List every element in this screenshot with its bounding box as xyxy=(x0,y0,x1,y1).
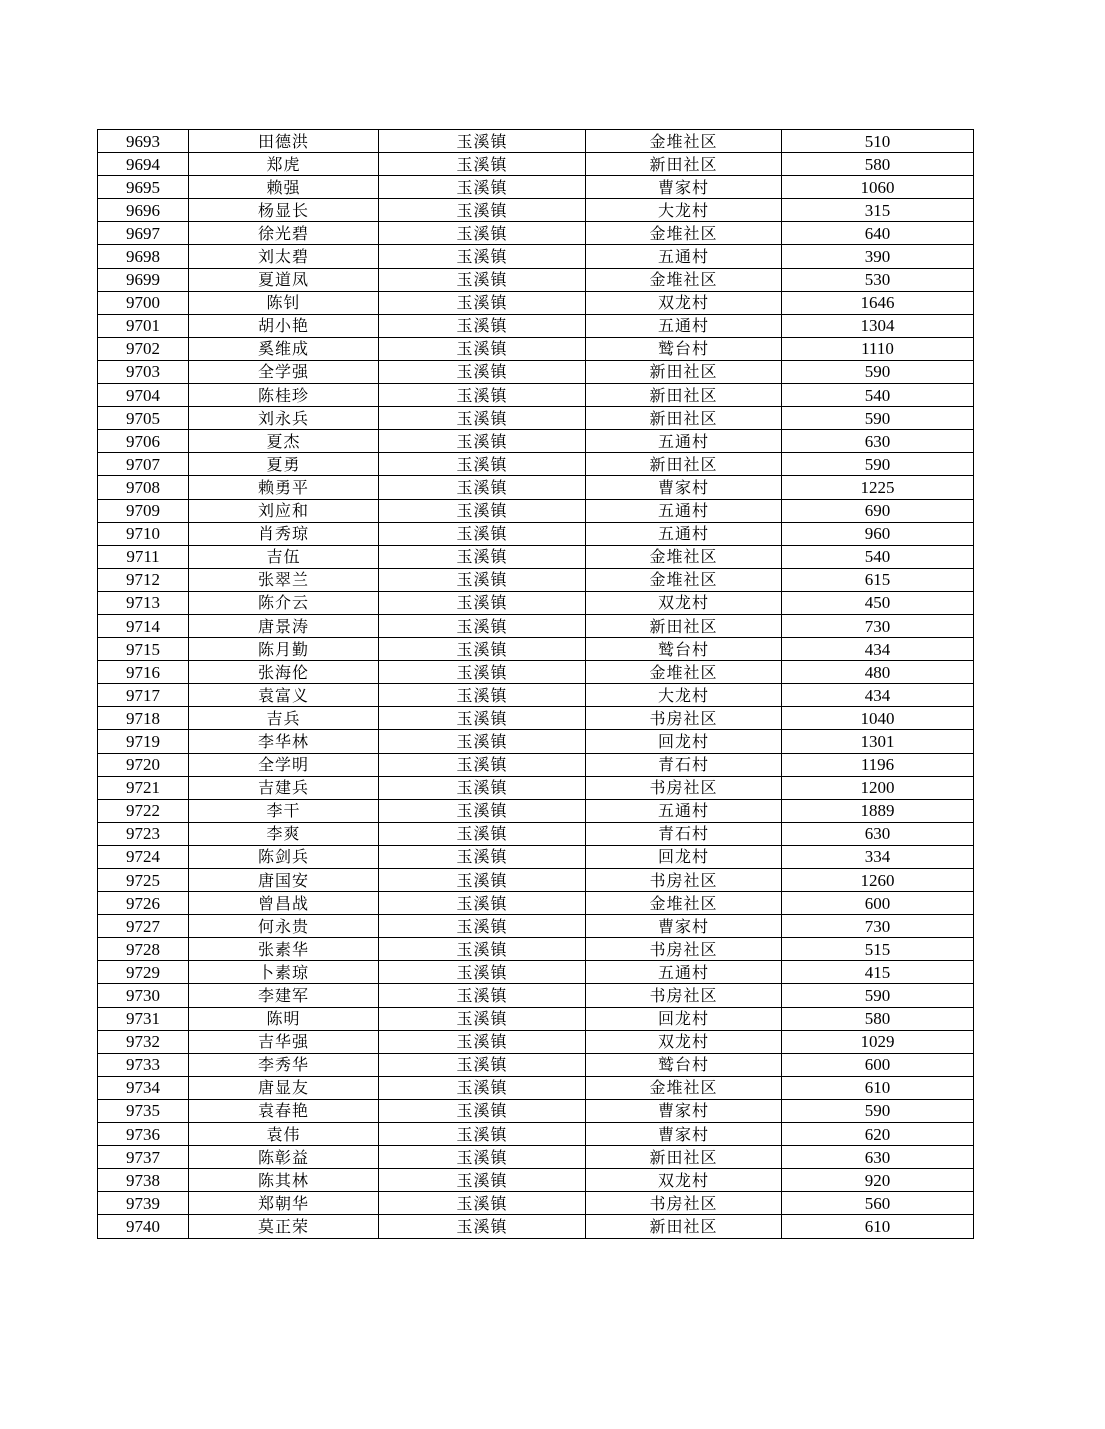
town-cell: 玉溪镇 xyxy=(379,268,586,291)
amount-cell: 1040 xyxy=(782,707,974,730)
table-row xyxy=(98,845,974,868)
village-cell: 书房社区 xyxy=(586,1192,782,1215)
table-row xyxy=(98,753,974,776)
table-row xyxy=(98,384,974,407)
serial-number-cell: 9710 xyxy=(98,522,189,545)
name-cell: 田德洪 xyxy=(189,130,379,153)
table-row xyxy=(98,522,974,545)
amount-cell: 1646 xyxy=(782,291,974,314)
roster-table-body xyxy=(98,130,974,1239)
table-row xyxy=(98,1192,974,1215)
serial-number-cell: 9707 xyxy=(98,453,189,476)
table-row xyxy=(98,730,974,753)
name-cell: 唐景涛 xyxy=(189,614,379,637)
village-cell: 金堆社区 xyxy=(586,892,782,915)
amount-cell: 1196 xyxy=(782,753,974,776)
serial-number-cell: 9719 xyxy=(98,730,189,753)
name-cell: 全学强 xyxy=(189,360,379,383)
table-row xyxy=(98,1030,974,1053)
town-cell: 玉溪镇 xyxy=(379,1053,586,1076)
serial-number-cell: 9699 xyxy=(98,268,189,291)
name-cell: 张翠兰 xyxy=(189,568,379,591)
name-cell: 奚维成 xyxy=(189,337,379,360)
town-cell: 玉溪镇 xyxy=(379,499,586,522)
amount-cell: 1110 xyxy=(782,337,974,360)
village-cell: 五通村 xyxy=(586,314,782,337)
table-row xyxy=(98,661,974,684)
serial-number-cell: 9698 xyxy=(98,245,189,268)
table-row xyxy=(98,268,974,291)
table-row xyxy=(98,291,974,314)
town-cell: 玉溪镇 xyxy=(379,545,586,568)
village-cell: 回龙村 xyxy=(586,1007,782,1030)
table-row xyxy=(98,915,974,938)
serial-number-cell: 9724 xyxy=(98,845,189,868)
town-cell: 玉溪镇 xyxy=(379,522,586,545)
serial-number-cell: 9735 xyxy=(98,1099,189,1122)
serial-number-cell: 9706 xyxy=(98,430,189,453)
name-cell: 郑虎 xyxy=(189,153,379,176)
serial-number-cell: 9703 xyxy=(98,360,189,383)
village-cell: 五通村 xyxy=(586,430,782,453)
serial-number-cell: 9700 xyxy=(98,291,189,314)
town-cell: 玉溪镇 xyxy=(379,360,586,383)
name-cell: 何永贵 xyxy=(189,915,379,938)
town-cell: 玉溪镇 xyxy=(379,245,586,268)
serial-number-cell: 9716 xyxy=(98,661,189,684)
village-cell: 新田社区 xyxy=(586,407,782,430)
name-cell: 曾昌战 xyxy=(189,892,379,915)
serial-number-cell: 9723 xyxy=(98,822,189,845)
table-row xyxy=(98,222,974,245)
table-row xyxy=(98,984,974,1007)
village-cell: 鹫台村 xyxy=(586,1053,782,1076)
village-cell: 新田社区 xyxy=(586,1146,782,1169)
serial-number-cell: 9725 xyxy=(98,869,189,892)
village-cell: 回龙村 xyxy=(586,845,782,868)
village-cell: 书房社区 xyxy=(586,938,782,961)
town-cell: 玉溪镇 xyxy=(379,568,586,591)
amount-cell: 450 xyxy=(782,591,974,614)
amount-cell: 630 xyxy=(782,1146,974,1169)
serial-number-cell: 9736 xyxy=(98,1123,189,1146)
village-cell: 青石村 xyxy=(586,822,782,845)
name-cell: 杨显长 xyxy=(189,199,379,222)
village-cell: 五通村 xyxy=(586,499,782,522)
town-cell: 玉溪镇 xyxy=(379,453,586,476)
name-cell: 夏道凤 xyxy=(189,268,379,291)
name-cell: 陈剑兵 xyxy=(189,845,379,868)
name-cell: 唐国安 xyxy=(189,869,379,892)
amount-cell: 334 xyxy=(782,845,974,868)
serial-number-cell: 9697 xyxy=(98,222,189,245)
table-row xyxy=(98,1146,974,1169)
name-cell: 赖勇平 xyxy=(189,476,379,499)
serial-number-cell: 9711 xyxy=(98,545,189,568)
amount-cell: 600 xyxy=(782,1053,974,1076)
table-row xyxy=(98,1076,974,1099)
amount-cell: 1301 xyxy=(782,730,974,753)
amount-cell: 1889 xyxy=(782,799,974,822)
serial-number-cell: 9729 xyxy=(98,961,189,984)
amount-cell: 920 xyxy=(782,1169,974,1192)
village-cell: 回龙村 xyxy=(586,730,782,753)
village-cell: 五通村 xyxy=(586,245,782,268)
table-row xyxy=(98,130,974,153)
serial-number-cell: 9737 xyxy=(98,1146,189,1169)
village-cell: 新田社区 xyxy=(586,153,782,176)
town-cell: 玉溪镇 xyxy=(379,199,586,222)
serial-number-cell: 9705 xyxy=(98,407,189,430)
town-cell: 玉溪镇 xyxy=(379,892,586,915)
table-row xyxy=(98,360,974,383)
serial-number-cell: 9717 xyxy=(98,684,189,707)
village-cell: 书房社区 xyxy=(586,776,782,799)
amount-cell: 1260 xyxy=(782,869,974,892)
town-cell: 玉溪镇 xyxy=(379,1007,586,1030)
table-row xyxy=(98,707,974,730)
town-cell: 玉溪镇 xyxy=(379,753,586,776)
amount-cell: 615 xyxy=(782,568,974,591)
serial-number-cell: 9701 xyxy=(98,314,189,337)
village-cell: 金堆社区 xyxy=(586,568,782,591)
table-row xyxy=(98,1099,974,1122)
town-cell: 玉溪镇 xyxy=(379,984,586,1007)
amount-cell: 540 xyxy=(782,545,974,568)
amount-cell: 590 xyxy=(782,984,974,1007)
town-cell: 玉溪镇 xyxy=(379,1146,586,1169)
town-cell: 玉溪镇 xyxy=(379,1169,586,1192)
name-cell: 袁富义 xyxy=(189,684,379,707)
town-cell: 玉溪镇 xyxy=(379,822,586,845)
village-cell: 新田社区 xyxy=(586,384,782,407)
village-cell: 金堆社区 xyxy=(586,222,782,245)
name-cell: 李秀华 xyxy=(189,1053,379,1076)
name-cell: 徐光碧 xyxy=(189,222,379,245)
name-cell: 全学明 xyxy=(189,753,379,776)
table-row xyxy=(98,176,974,199)
table-row xyxy=(98,245,974,268)
name-cell: 夏勇 xyxy=(189,453,379,476)
village-cell: 书房社区 xyxy=(586,984,782,1007)
name-cell: 胡小艳 xyxy=(189,314,379,337)
serial-number-cell: 9730 xyxy=(98,984,189,1007)
town-cell: 玉溪镇 xyxy=(379,961,586,984)
table-row xyxy=(98,1007,974,1030)
town-cell: 玉溪镇 xyxy=(379,799,586,822)
town-cell: 玉溪镇 xyxy=(379,1215,586,1238)
serial-number-cell: 9708 xyxy=(98,476,189,499)
name-cell: 刘太碧 xyxy=(189,245,379,268)
serial-number-cell: 9694 xyxy=(98,153,189,176)
town-cell: 玉溪镇 xyxy=(379,314,586,337)
table-row xyxy=(98,453,974,476)
name-cell: 李干 xyxy=(189,799,379,822)
town-cell: 玉溪镇 xyxy=(379,661,586,684)
village-cell: 金堆社区 xyxy=(586,1076,782,1099)
village-cell: 金堆社区 xyxy=(586,545,782,568)
serial-number-cell: 9731 xyxy=(98,1007,189,1030)
town-cell: 玉溪镇 xyxy=(379,730,586,753)
amount-cell: 730 xyxy=(782,614,974,637)
serial-number-cell: 9734 xyxy=(98,1076,189,1099)
amount-cell: 630 xyxy=(782,430,974,453)
town-cell: 玉溪镇 xyxy=(379,407,586,430)
serial-number-cell: 9740 xyxy=(98,1215,189,1238)
village-cell: 新田社区 xyxy=(586,360,782,383)
serial-number-cell: 9704 xyxy=(98,384,189,407)
table-row xyxy=(98,153,974,176)
amount-cell: 1200 xyxy=(782,776,974,799)
amount-cell: 415 xyxy=(782,961,974,984)
table-row xyxy=(98,407,974,430)
amount-cell: 515 xyxy=(782,938,974,961)
town-cell: 玉溪镇 xyxy=(379,176,586,199)
name-cell: 陈明 xyxy=(189,1007,379,1030)
serial-number-cell: 9693 xyxy=(98,130,189,153)
table-row xyxy=(98,1215,974,1238)
table-row xyxy=(98,614,974,637)
town-cell: 玉溪镇 xyxy=(379,153,586,176)
serial-number-cell: 9715 xyxy=(98,638,189,661)
town-cell: 玉溪镇 xyxy=(379,614,586,637)
amount-cell: 690 xyxy=(782,499,974,522)
amount-cell: 610 xyxy=(782,1076,974,1099)
town-cell: 玉溪镇 xyxy=(379,869,586,892)
village-cell: 曹家村 xyxy=(586,476,782,499)
serial-number-cell: 9712 xyxy=(98,568,189,591)
amount-cell: 434 xyxy=(782,638,974,661)
amount-cell: 730 xyxy=(782,915,974,938)
amount-cell: 480 xyxy=(782,661,974,684)
name-cell: 卜素琼 xyxy=(189,961,379,984)
town-cell: 玉溪镇 xyxy=(379,1030,586,1053)
table-row xyxy=(98,337,974,360)
amount-cell: 590 xyxy=(782,1099,974,1122)
table-row xyxy=(98,638,974,661)
name-cell: 李华林 xyxy=(189,730,379,753)
serial-number-cell: 9696 xyxy=(98,199,189,222)
town-cell: 玉溪镇 xyxy=(379,1192,586,1215)
village-cell: 曹家村 xyxy=(586,1099,782,1122)
table-row xyxy=(98,476,974,499)
amount-cell: 610 xyxy=(782,1215,974,1238)
serial-number-cell: 9728 xyxy=(98,938,189,961)
name-cell: 吉建兵 xyxy=(189,776,379,799)
name-cell: 吉兵 xyxy=(189,707,379,730)
town-cell: 玉溪镇 xyxy=(379,384,586,407)
amount-cell: 315 xyxy=(782,199,974,222)
name-cell: 陈月勤 xyxy=(189,638,379,661)
town-cell: 玉溪镇 xyxy=(379,476,586,499)
name-cell: 郑朝华 xyxy=(189,1192,379,1215)
table-row xyxy=(98,822,974,845)
village-cell: 新田社区 xyxy=(586,453,782,476)
amount-cell: 600 xyxy=(782,892,974,915)
town-cell: 玉溪镇 xyxy=(379,1076,586,1099)
table-row xyxy=(98,1123,974,1146)
table-row xyxy=(98,892,974,915)
name-cell: 张素华 xyxy=(189,938,379,961)
roster-table xyxy=(97,129,974,1239)
village-cell: 金堆社区 xyxy=(586,130,782,153)
name-cell: 陈介云 xyxy=(189,591,379,614)
town-cell: 玉溪镇 xyxy=(379,591,586,614)
village-cell: 五通村 xyxy=(586,522,782,545)
serial-number-cell: 9702 xyxy=(98,337,189,360)
town-cell: 玉溪镇 xyxy=(379,938,586,961)
amount-cell: 640 xyxy=(782,222,974,245)
table-row xyxy=(98,938,974,961)
name-cell: 袁春艳 xyxy=(189,1099,379,1122)
serial-number-cell: 9739 xyxy=(98,1192,189,1215)
serial-number-cell: 9695 xyxy=(98,176,189,199)
serial-number-cell: 9732 xyxy=(98,1030,189,1053)
village-cell: 大龙村 xyxy=(586,199,782,222)
village-cell: 五通村 xyxy=(586,961,782,984)
amount-cell: 590 xyxy=(782,453,974,476)
name-cell: 袁伟 xyxy=(189,1123,379,1146)
table-row xyxy=(98,430,974,453)
name-cell: 陈桂珍 xyxy=(189,384,379,407)
amount-cell: 530 xyxy=(782,268,974,291)
name-cell: 赖强 xyxy=(189,176,379,199)
serial-number-cell: 9733 xyxy=(98,1053,189,1076)
village-cell: 双龙村 xyxy=(586,591,782,614)
name-cell: 肖秀琼 xyxy=(189,522,379,545)
town-cell: 玉溪镇 xyxy=(379,337,586,360)
village-cell: 曹家村 xyxy=(586,176,782,199)
serial-number-cell: 9727 xyxy=(98,915,189,938)
amount-cell: 1029 xyxy=(782,1030,974,1053)
town-cell: 玉溪镇 xyxy=(379,845,586,868)
village-cell: 青石村 xyxy=(586,753,782,776)
serial-number-cell: 9718 xyxy=(98,707,189,730)
name-cell: 陈钊 xyxy=(189,291,379,314)
village-cell: 新田社区 xyxy=(586,1215,782,1238)
name-cell: 陈其林 xyxy=(189,1169,379,1192)
serial-number-cell: 9709 xyxy=(98,499,189,522)
table-row xyxy=(98,1169,974,1192)
amount-cell: 1225 xyxy=(782,476,974,499)
serial-number-cell: 9720 xyxy=(98,753,189,776)
serial-number-cell: 9722 xyxy=(98,799,189,822)
town-cell: 玉溪镇 xyxy=(379,638,586,661)
town-cell: 玉溪镇 xyxy=(379,430,586,453)
village-cell: 金堆社区 xyxy=(586,661,782,684)
name-cell: 吉伍 xyxy=(189,545,379,568)
table-row xyxy=(98,199,974,222)
amount-cell: 1060 xyxy=(782,176,974,199)
village-cell: 鹫台村 xyxy=(586,638,782,661)
amount-cell: 590 xyxy=(782,360,974,383)
table-row xyxy=(98,684,974,707)
amount-cell: 510 xyxy=(782,130,974,153)
name-cell: 李爽 xyxy=(189,822,379,845)
serial-number-cell: 9721 xyxy=(98,776,189,799)
table-row xyxy=(98,591,974,614)
village-cell: 曹家村 xyxy=(586,1123,782,1146)
name-cell: 吉华强 xyxy=(189,1030,379,1053)
village-cell: 曹家村 xyxy=(586,915,782,938)
town-cell: 玉溪镇 xyxy=(379,130,586,153)
table-row xyxy=(98,545,974,568)
village-cell: 鹫台村 xyxy=(586,337,782,360)
name-cell: 李建军 xyxy=(189,984,379,1007)
village-cell: 双龙村 xyxy=(586,291,782,314)
village-cell: 五通村 xyxy=(586,799,782,822)
name-cell: 莫正荣 xyxy=(189,1215,379,1238)
serial-number-cell: 9713 xyxy=(98,591,189,614)
amount-cell: 580 xyxy=(782,1007,974,1030)
table-row xyxy=(98,568,974,591)
table-row xyxy=(98,869,974,892)
amount-cell: 560 xyxy=(782,1192,974,1215)
town-cell: 玉溪镇 xyxy=(379,1099,586,1122)
name-cell: 刘应和 xyxy=(189,499,379,522)
town-cell: 玉溪镇 xyxy=(379,684,586,707)
serial-number-cell: 9726 xyxy=(98,892,189,915)
name-cell: 刘永兵 xyxy=(189,407,379,430)
town-cell: 玉溪镇 xyxy=(379,707,586,730)
name-cell: 夏杰 xyxy=(189,430,379,453)
table-row xyxy=(98,314,974,337)
amount-cell: 434 xyxy=(782,684,974,707)
town-cell: 玉溪镇 xyxy=(379,776,586,799)
amount-cell: 580 xyxy=(782,153,974,176)
village-cell: 书房社区 xyxy=(586,707,782,730)
amount-cell: 630 xyxy=(782,822,974,845)
serial-number-cell: 9714 xyxy=(98,614,189,637)
name-cell: 陈彰益 xyxy=(189,1146,379,1169)
village-cell: 大龙村 xyxy=(586,684,782,707)
table-row xyxy=(98,499,974,522)
village-cell: 双龙村 xyxy=(586,1030,782,1053)
serial-number-cell: 9738 xyxy=(98,1169,189,1192)
amount-cell: 540 xyxy=(782,384,974,407)
village-cell: 双龙村 xyxy=(586,1169,782,1192)
table-row xyxy=(98,961,974,984)
village-cell: 新田社区 xyxy=(586,614,782,637)
amount-cell: 960 xyxy=(782,522,974,545)
name-cell: 唐显友 xyxy=(189,1076,379,1099)
village-cell: 书房社区 xyxy=(586,869,782,892)
table-row xyxy=(98,799,974,822)
town-cell: 玉溪镇 xyxy=(379,915,586,938)
name-cell: 张海伦 xyxy=(189,661,379,684)
table-row xyxy=(98,1053,974,1076)
village-cell: 金堆社区 xyxy=(586,268,782,291)
table-row xyxy=(98,776,974,799)
town-cell: 玉溪镇 xyxy=(379,291,586,314)
town-cell: 玉溪镇 xyxy=(379,1123,586,1146)
amount-cell: 390 xyxy=(782,245,974,268)
amount-cell: 1304 xyxy=(782,314,974,337)
amount-cell: 620 xyxy=(782,1123,974,1146)
town-cell: 玉溪镇 xyxy=(379,222,586,245)
amount-cell: 590 xyxy=(782,407,974,430)
